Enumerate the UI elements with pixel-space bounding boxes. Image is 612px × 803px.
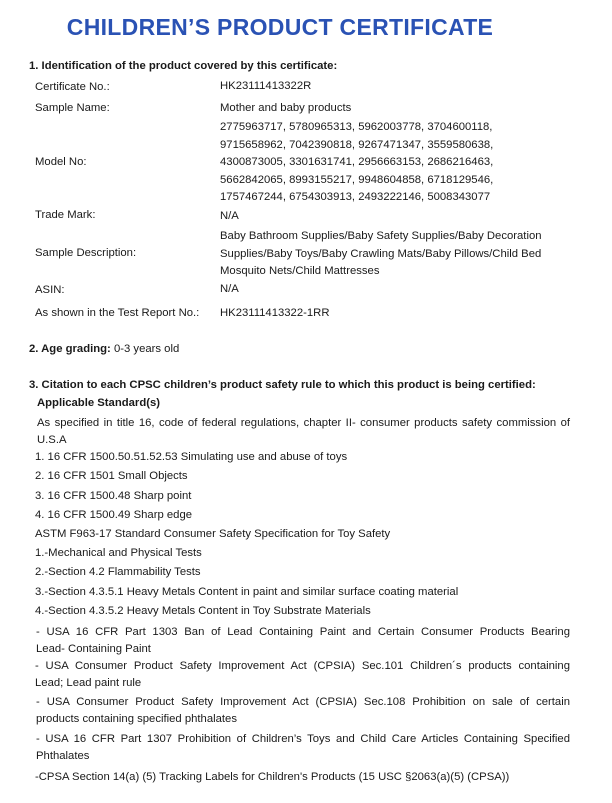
cfr-item: 4. 16 CFR 1500.49 Sharp edge bbox=[35, 509, 193, 521]
astm-item: 1.-Mechanical and Physical Tests bbox=[35, 547, 202, 559]
astm-item: 3.-Section 4.3.5.1 Heavy Metals Content in paint and similar surface coating material bbox=[35, 586, 459, 598]
age-grading-value: 0-3 years old bbox=[110, 343, 180, 355]
cfr-item: 3. 16 CFR 1500.48 Sharp point bbox=[35, 490, 192, 502]
usa-item bbox=[36, 731, 570, 765]
sample-description-line: Mosquito Nets/Child Mattresses bbox=[220, 265, 380, 277]
age-grading-heading: 2. Age grading: bbox=[29, 343, 111, 355]
usa-item bbox=[36, 694, 570, 728]
test-report-label: As shown in the Test Report No.: bbox=[35, 307, 200, 319]
sample-description-label: Sample Description: bbox=[35, 247, 137, 259]
usa-item-line: - USA Consumer Product Safety Improvement Act (CPSIA) Sec.108 Prohibition on sale of certain bbox=[36, 696, 570, 708]
usa-item-line: Lead- Containing Paint bbox=[36, 643, 151, 655]
sample-name-value: Mother and baby products bbox=[220, 102, 352, 114]
astm-title: ASTM F963-17 Standard Consumer Safety Specification for Toy Safety bbox=[35, 528, 391, 540]
usa-item bbox=[36, 624, 570, 658]
usa-item-line: Phthalates bbox=[36, 750, 90, 762]
trade-mark-label: Trade Mark: bbox=[35, 209, 96, 221]
certificate-title: CHILDREN’S PRODUCT CERTIFICATE bbox=[66, 14, 494, 40]
asin-label: ASIN: bbox=[35, 284, 65, 296]
certificate-no-label: Certificate No.: bbox=[35, 81, 110, 93]
sample-name-label: Sample Name: bbox=[35, 102, 110, 114]
section3-heading: 3. Citation to each CPSC children’s product safety rule to which this product is being certified: bbox=[29, 379, 536, 391]
age-grading bbox=[29, 343, 179, 355]
cfr-item: 2. 16 CFR 1501 Small Objects bbox=[35, 470, 188, 482]
usa-item bbox=[35, 658, 570, 692]
model-no-line: 4300873005, 3301631741, 2956663153, 2686216463, bbox=[220, 156, 494, 168]
trade-mark-value: N/A bbox=[220, 210, 239, 222]
astm-item: 2.-Section 4.2 Flammability Tests bbox=[35, 566, 201, 578]
usa-item-line: Lead; Lead paint rule bbox=[35, 677, 142, 689]
sample-description-line: Supplies/Baby Toys/Baby Crawling Mats/Baby Pillows/Child Bed bbox=[220, 247, 542, 260]
intro-paragraph: As specified in title 16, code of federal regulations, chapter II- consumer products safety commission of U.S.A bbox=[37, 417, 570, 446]
certificate-no-value: HK23111413322R bbox=[220, 80, 312, 92]
usa-item-line: products containing specified phthalates bbox=[36, 713, 237, 725]
model-no-line: 5662842065, 8993155217, 9948604858, 6718129546, bbox=[220, 173, 494, 186]
sample-description-value bbox=[220, 228, 580, 281]
model-no-line: 1757467244, 6754303913, 2493222146, 5008343077 bbox=[220, 191, 491, 203]
applicable-standards-heading: Applicable Standard(s) bbox=[37, 397, 161, 409]
test-report-value: HK23111413322-1RR bbox=[220, 307, 330, 319]
section1-heading: 1. Identification of the product covered by this certificate: bbox=[29, 60, 338, 72]
sample-description-line: Baby Bathroom Supplies/Baby Safety Supplies/Baby Decoration bbox=[220, 230, 542, 242]
usa-item-line: - USA 16 CFR Part 1303 Ban of Lead Containing Paint and Certain Consumer Products Bearing bbox=[36, 626, 570, 638]
cfr-item: 1. 16 CFR 1500.50.51.52.53 Simulating use and abuse of toys bbox=[35, 451, 348, 463]
usa-item-line: - USA 16 CFR Part 1307 Prohibition of Children’s Toys and Child Care Articles Containing Specified bbox=[36, 733, 570, 745]
model-no-line: 2775963717, 5780965313, 5962003778, 3704600118, bbox=[220, 121, 493, 133]
astm-item: 4.-Section 4.3.5.2 Heavy Metals Content in Toy Substrate Materials bbox=[35, 605, 371, 617]
cpsa-item: -CPSA Section 14(a) (5) Tracking Labels for Children's Products (15 USC §2063(a)(5) (CPSA)) bbox=[35, 771, 510, 783]
usa-item-line: - USA Consumer Product Safety Improvement Act (CPSIA) Sec.101 Children´s products containing bbox=[35, 660, 570, 672]
model-no-line: 9715658962, 7042390818, 9267471347, 3559580638, bbox=[220, 138, 494, 151]
asin-value: N/A bbox=[220, 283, 239, 295]
model-no-label: Model No: bbox=[35, 156, 87, 168]
model-no-value bbox=[220, 119, 580, 207]
